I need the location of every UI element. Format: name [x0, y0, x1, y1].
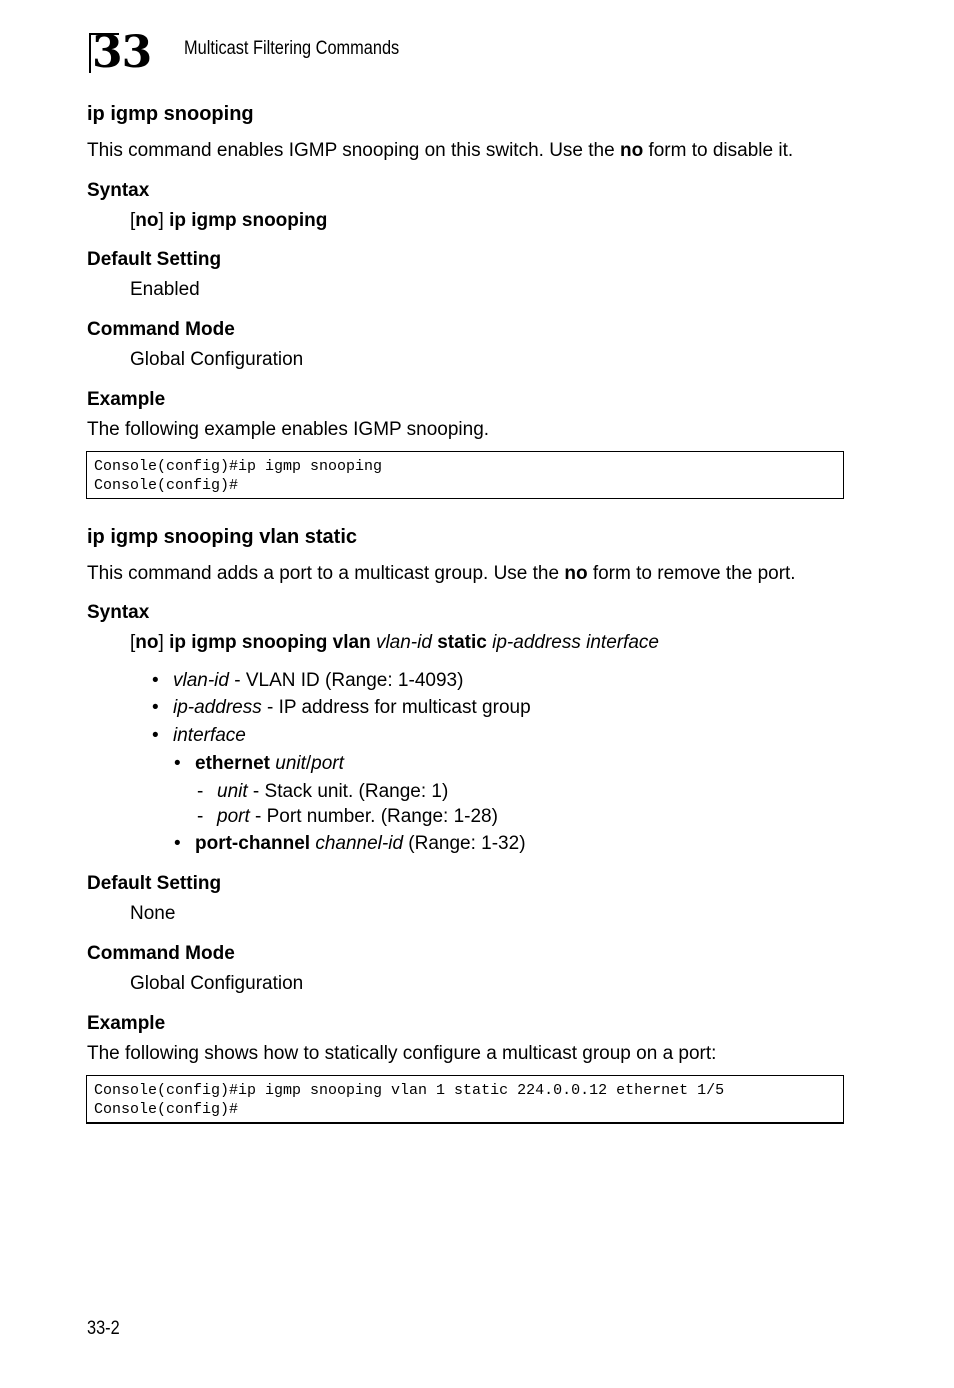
param-name: channel-id — [315, 833, 404, 854]
syntax-no: no — [135, 632, 159, 653]
code-line: Console(config)#ip igmp snooping vlan 1 static 224.0.0.12 ethernet 1/5 — [94, 1082, 725, 1099]
param-name: port — [217, 806, 250, 827]
command-mode-heading: Command Mode — [87, 319, 235, 340]
example-heading: Example — [87, 1013, 166, 1034]
chapter-title: Multicast Filtering Commands — [184, 38, 400, 59]
param-vlan-id — [173, 670, 463, 692]
command-mode-value: Global Configuration — [130, 349, 304, 370]
bracket: [ — [130, 632, 136, 653]
bullet-icon: • — [152, 670, 159, 691]
param-name: ip-address — [173, 697, 262, 718]
page-number: 33-2 — [87, 1318, 120, 1339]
param-name: interface — [173, 725, 246, 746]
desc-text: form to remove the port. — [587, 563, 796, 584]
code-line: Console(config)# — [94, 1101, 239, 1118]
desc-bold: no — [619, 140, 644, 161]
syntax-heading: Syntax — [87, 602, 150, 623]
default-setting-heading: Default Setting — [87, 873, 222, 894]
example-text: The following shows how to statically configure a multicast group on a port: — [87, 1043, 717, 1064]
command-mode-value: Global Configuration — [130, 973, 304, 994]
syntax-line — [130, 210, 327, 232]
syntax-command: ip igmp snooping vlan — [169, 632, 376, 653]
code-block — [86, 1075, 844, 1124]
param-name: unit — [217, 781, 248, 802]
desc-text: This command adds a port to a multicast group. Use the — [87, 563, 565, 584]
bracket: [ — [130, 210, 136, 231]
desc-text: This command enables IGMP snooping on this switch. Use the — [87, 140, 620, 161]
dash-icon: - — [197, 781, 204, 802]
param-name: port — [311, 753, 344, 774]
param-desc: - Port number. (Range: 1-28) — [249, 806, 498, 827]
param-keyword: ethernet — [195, 753, 270, 774]
code-block — [86, 451, 844, 499]
syntax-argument: ip-address interface — [492, 632, 660, 653]
example-text: The following example enables IGMP snooping. — [87, 419, 490, 440]
dash-icon: - — [197, 806, 204, 827]
bullet-icon: • — [152, 697, 159, 718]
param-interface — [173, 725, 246, 747]
desc-bold: no — [564, 563, 588, 584]
param-ip-address — [173, 697, 531, 719]
param-name: vlan-id — [173, 670, 229, 691]
code-line: Console(config)# — [94, 477, 239, 494]
syntax-argument: vlan-id — [375, 632, 432, 653]
default-setting-value: None — [130, 903, 176, 924]
param-port-channel — [195, 833, 526, 855]
bracket: ] — [158, 210, 170, 231]
bullet-icon: • — [174, 753, 181, 774]
syntax-command: ip igmp snooping — [169, 210, 328, 231]
syntax-command: static — [431, 632, 493, 653]
section-title-ip-igmp-snooping: ip igmp snooping — [87, 103, 254, 125]
param-keyword: port-channel — [195, 833, 311, 854]
section-title-ip-igmp-snooping-vlan-static: ip igmp snooping vlan static — [87, 526, 358, 548]
syntax-no: no — [135, 210, 159, 231]
param-separator: / — [305, 753, 312, 774]
bracket: ] — [158, 632, 170, 653]
param-desc: - Stack unit. (Range: 1) — [247, 781, 449, 802]
param-desc: (Range: 1-32) — [403, 833, 526, 854]
bullet-icon: • — [174, 833, 181, 854]
param-port — [217, 806, 498, 828]
bullet-icon: • — [152, 725, 159, 746]
desc-text: form to disable it. — [643, 140, 794, 161]
default-setting-value: Enabled — [130, 279, 200, 300]
param-unit — [217, 781, 448, 803]
section1-description — [87, 140, 793, 162]
param-ethernet — [195, 753, 344, 775]
chapter-bar-vertical — [89, 33, 91, 73]
syntax-heading: Syntax — [87, 180, 150, 201]
command-mode-heading: Command Mode — [87, 943, 235, 964]
default-setting-heading: Default Setting — [87, 249, 222, 270]
code-line: Console(config)#ip igmp snooping — [94, 458, 383, 475]
syntax-line — [130, 632, 659, 654]
param-desc: - IP address for multicast group — [261, 697, 531, 718]
chapter-number-block — [89, 27, 167, 78]
chapter-number: 33 — [92, 27, 152, 78]
example-heading: Example — [87, 389, 166, 410]
section2-description — [87, 563, 796, 585]
param-desc: - VLAN ID (Range: 1-4093) — [228, 670, 464, 691]
param-name: unit — [275, 753, 306, 774]
